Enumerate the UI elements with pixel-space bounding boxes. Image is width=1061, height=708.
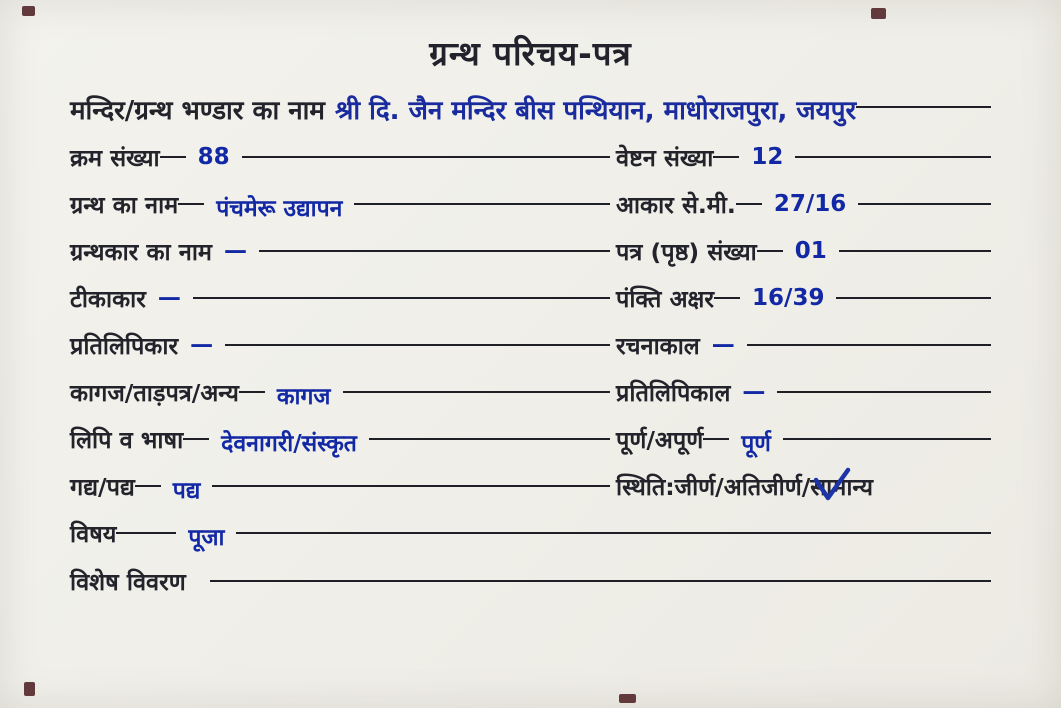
rule-line [183,438,209,440]
field-composition-date [616,329,991,376]
field-completeness [616,423,991,470]
rule-line [193,297,610,299]
field-label: गद्य/पद्य [70,473,135,501]
field-value: देवनागरी/संस्कृत [221,431,357,457]
field-value: — [742,379,766,405]
rule-line [135,485,161,487]
field-value: पद्य [172,478,201,504]
rule-line [242,156,610,158]
rule-line [212,485,610,487]
rule-line [178,203,204,205]
field-size-cm [616,188,991,235]
field-page-count [616,235,991,282]
form-rows [70,141,991,613]
field-value: कागज [276,384,331,410]
scan-artifact-bottom-left [24,682,35,696]
temple-name-field [70,91,991,127]
field-value: 01 [794,238,827,264]
rule-line [736,203,762,205]
rule-line [259,250,610,252]
form-row [70,141,991,188]
field-label: सामान्य [810,473,873,501]
form-row [70,282,991,329]
field-label: प्रतिलिपिकार [70,332,179,360]
form-row [70,376,991,423]
field-book-name [70,188,610,235]
field-condition [616,470,991,517]
field-label: वेष्टन संख्या [616,144,714,172]
field-label: पूर्ण/अपूर्ण [616,426,704,454]
field-copyist [70,329,610,376]
field-material [70,376,610,423]
check-icon [812,466,852,504]
form-row [70,470,991,517]
field-script-language [70,423,610,470]
field-label: क्रम संख्या [70,144,160,172]
field-lines-letters [616,282,991,329]
form-row [70,188,991,235]
rule-line [757,250,783,252]
field-bundle-number [616,141,991,188]
field-label: स्थिति:जीर्ण/अतिजीर्ण/ [616,473,811,501]
field-label: पंक्ति अक्षर [616,285,715,313]
form-row [70,423,991,470]
rule-line [747,344,991,346]
field-author-name [70,235,610,282]
field-value: — [223,238,247,264]
rule-line [354,203,610,205]
rule-line [856,106,991,108]
field-copy-date [616,376,991,423]
rule-line [713,156,739,158]
field-label: कागज/ताड़पत्र/अन्य [70,379,239,407]
field-prose-verse [70,470,610,517]
field-label: विषय [70,520,117,548]
rule-line [116,532,176,534]
field-value: 27/16 [773,191,847,217]
form-row [70,235,991,282]
rule-line [160,156,186,158]
rule-line [839,250,991,252]
rule-line [783,438,991,440]
field-value: — [157,285,181,311]
field-value: 16/39 [752,285,825,311]
field-serial-number [70,141,610,188]
rule-line [236,532,991,534]
field-label: ग्रन्थ का नाम [70,191,179,219]
rule-line [239,391,265,393]
field-label: लिपि व भाषा [70,426,184,454]
page-title: ग्रन्थ परिचय-पत्र [429,34,632,73]
field-label: प्रतिलिपिकाल [616,379,731,407]
rule-line [858,203,991,205]
rule-line [836,297,991,299]
rule-line [703,438,729,440]
field-value: — [711,332,735,358]
field-label: ग्रन्थकार का नाम [70,238,212,266]
form-row [70,329,991,376]
field-label: रचनाकाल [616,332,700,360]
field-label: विशेष विवरण [70,568,186,596]
field-label: पत्र (पृष्ठ) संख्या [616,238,757,266]
rule-line [714,297,740,299]
condition-checked-option [810,470,873,517]
scan-artifact-bottom-right [619,694,636,703]
field-label: आकार से.मी. [616,191,736,219]
field-value: पूर्ण [741,431,771,457]
field-value: पूजा [188,525,225,551]
rule-line [210,580,991,582]
rule-line [225,344,610,346]
temple-name-label: मन्दिर/ग्रन्थ भण्डार का नाम [70,96,325,126]
field-value: 88 [197,144,230,170]
field-special-details [70,565,991,613]
field-value: पंचमेरू उद्यापन [216,196,343,222]
field-value [186,568,210,613]
rule-line [343,391,611,393]
temple-name-value: श्री दि. जैन मन्दिर बीस पन्थियान, माधोराजपुरा, जयपुर [334,96,857,126]
field-value: 12 [751,144,784,170]
field-commentator [70,282,610,329]
field-subject [70,517,991,565]
scan-artifact-top-left [22,6,35,16]
rule-line [795,156,991,158]
scan-artifact-top-right [871,8,886,19]
rule-line [777,391,991,393]
field-label: टीकाकार [70,285,146,313]
rule-line [369,438,610,440]
field-value: — [190,332,214,358]
